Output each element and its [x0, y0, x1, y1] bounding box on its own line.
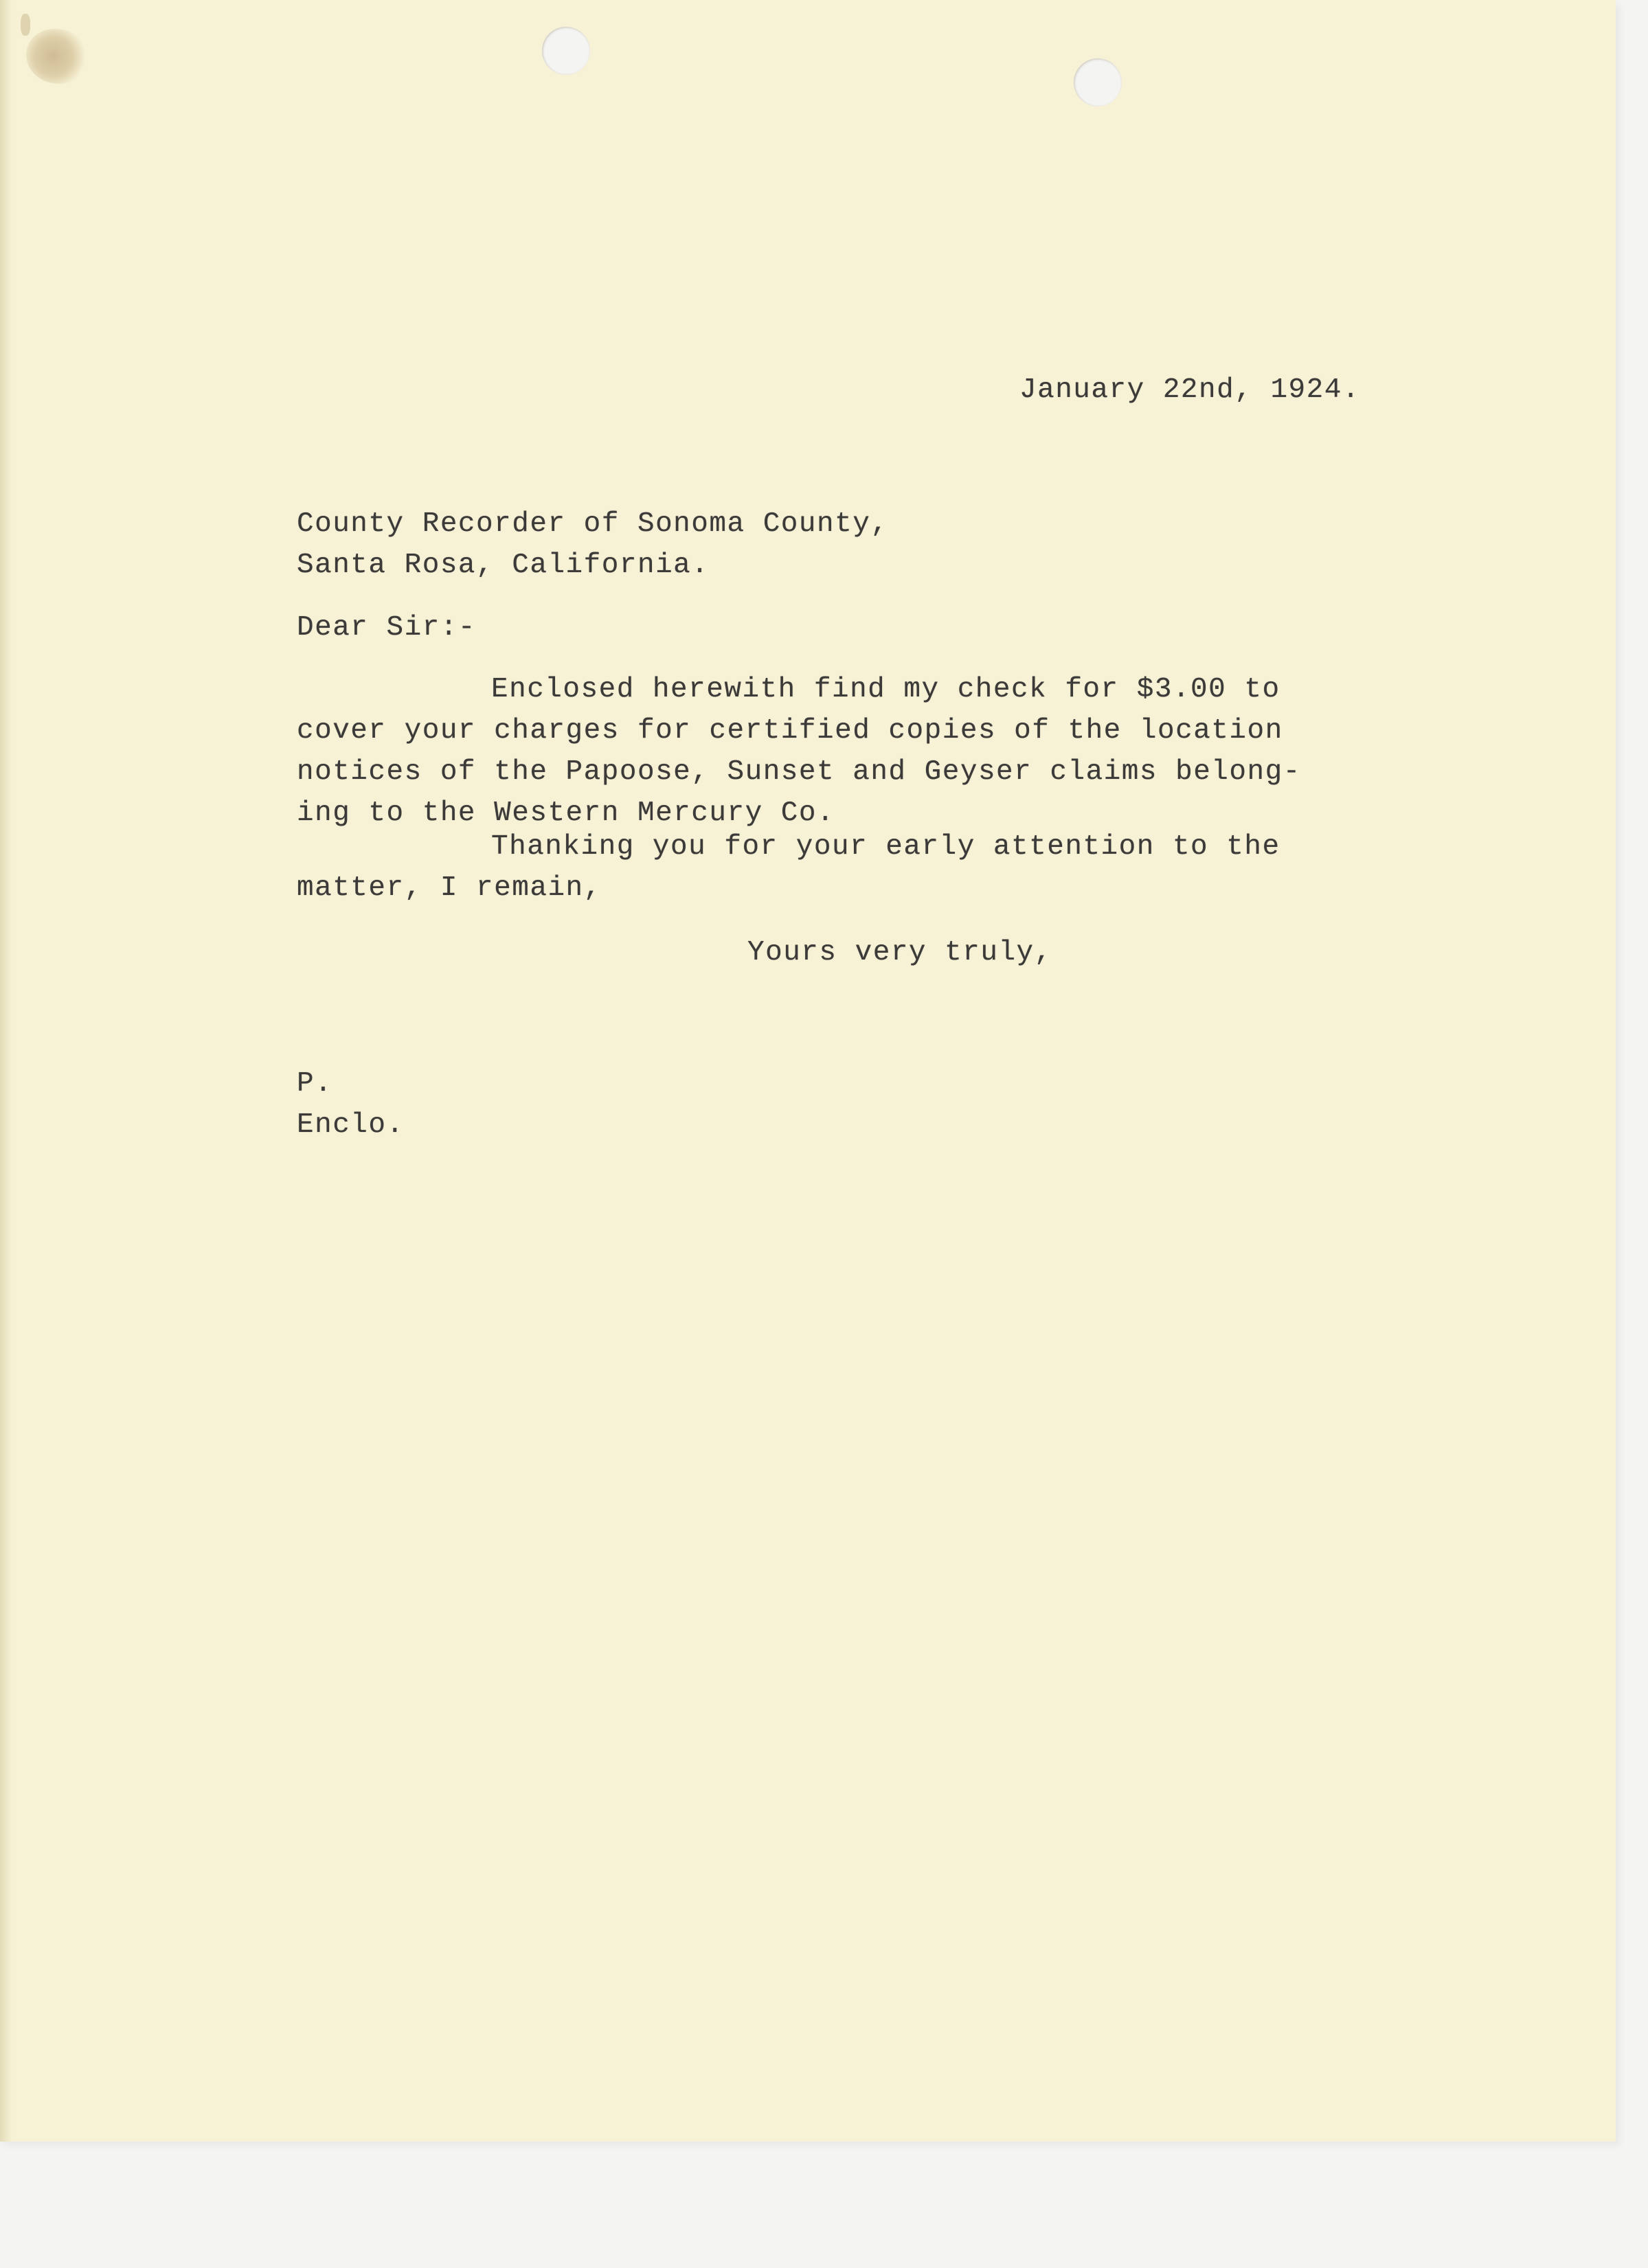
body-paragraph-1-line-1: Enclosed herewith find my check for $3.00 to: [491, 674, 1280, 705]
recipient-line-1: County Recorder of Sonoma County,: [297, 508, 889, 540]
punch-hole-right: [1074, 58, 1122, 106]
body-paragraph-2-line-1: Thanking you for your early attention to the: [491, 831, 1280, 863]
salutation: Dear Sir:-: [297, 612, 477, 644]
enclosure-note: Enclo.: [297, 1109, 405, 1141]
complimentary-close: Yours very truly,: [747, 937, 1052, 968]
paper-stain-small: [21, 14, 30, 36]
sender-initials: P.: [297, 1068, 333, 1100]
body-paragraph-2-line-2: matter, I remain,: [297, 872, 602, 904]
punch-hole-left: [542, 27, 590, 75]
letter-date: January 22nd, 1924.: [1019, 374, 1360, 406]
recipient-line-2: Santa Rosa, California.: [297, 549, 710, 581]
body-paragraph-1-line-3: notices of the Papoose, Sunset and Geyser claims belong-: [297, 756, 1301, 788]
paper-stain: [26, 29, 87, 84]
body-paragraph-1-line-2: cover your charges for certified copies of the location: [297, 715, 1283, 747]
body-paragraph-1-line-4: ing to the Western Mercury Co.: [297, 797, 835, 829]
paper-edge: [0, 0, 12, 2142]
